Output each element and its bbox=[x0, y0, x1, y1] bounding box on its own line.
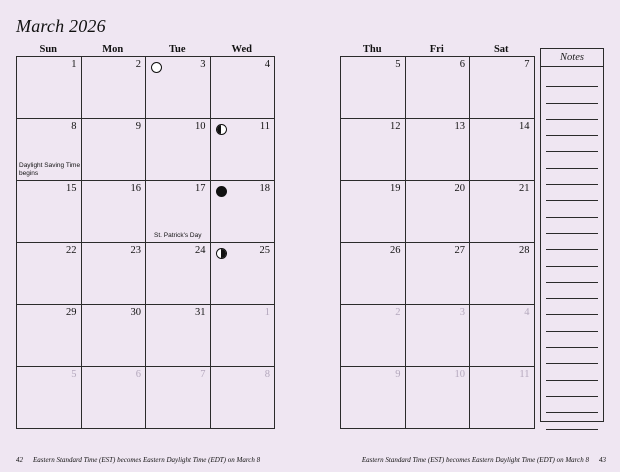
day-number: 7 bbox=[200, 369, 206, 380]
calendar-day-cell[interactable] bbox=[211, 367, 276, 429]
calendar-day-cell[interactable] bbox=[82, 243, 147, 305]
day-number: 15 bbox=[66, 183, 77, 194]
notes-line[interactable] bbox=[546, 315, 598, 331]
day-number: 3 bbox=[459, 307, 465, 318]
calendar-right-half bbox=[340, 40, 535, 429]
day-number: 27 bbox=[454, 245, 465, 256]
day-number: 19 bbox=[390, 183, 401, 194]
day-number: 2 bbox=[395, 307, 401, 318]
calendar-day-cell[interactable] bbox=[82, 119, 147, 181]
day-number: 1 bbox=[264, 307, 270, 318]
weekday-label-mon: Mon bbox=[102, 44, 124, 55]
day-number: 10 bbox=[454, 369, 465, 380]
day-number: 9 bbox=[135, 121, 141, 132]
day-number: 20 bbox=[454, 183, 465, 194]
calendar-day-cell[interactable] bbox=[470, 119, 535, 181]
calendar-day-cell[interactable] bbox=[406, 367, 471, 429]
page-number-left: 42 bbox=[16, 456, 23, 464]
weekday-header-left bbox=[16, 40, 275, 56]
notes-line[interactable] bbox=[546, 71, 598, 87]
notes-line[interactable] bbox=[546, 283, 598, 299]
calendar-day-cell[interactable] bbox=[17, 367, 82, 429]
page-number-right: 43 bbox=[599, 456, 606, 464]
day-number: 18 bbox=[259, 183, 270, 194]
weekday-label-sun: Sun bbox=[39, 44, 58, 55]
notes-line[interactable] bbox=[546, 381, 598, 397]
calendar-day-cell[interactable] bbox=[341, 367, 406, 429]
notes-line[interactable] bbox=[546, 136, 598, 152]
day-number: 22 bbox=[66, 245, 77, 256]
calendar-day-cell[interactable] bbox=[470, 243, 535, 305]
notes-line[interactable] bbox=[546, 397, 598, 413]
day-number: 2 bbox=[135, 59, 141, 70]
calendar-day-cell[interactable] bbox=[17, 181, 82, 243]
day-number: 3 bbox=[200, 59, 206, 70]
notes-line[interactable] bbox=[546, 267, 598, 283]
calendar-day-cell[interactable] bbox=[146, 181, 211, 243]
calendar-day-cell[interactable] bbox=[211, 57, 276, 119]
footer-left bbox=[16, 456, 260, 464]
notes-panel[interactable] bbox=[540, 48, 604, 422]
weekday-label-sat: Sat bbox=[493, 44, 509, 55]
calendar-day-cell[interactable] bbox=[146, 119, 211, 181]
calendar-day-cell[interactable] bbox=[406, 243, 471, 305]
calendar-left-half bbox=[16, 40, 275, 429]
day-number: 10 bbox=[195, 121, 206, 132]
calendar-week-row bbox=[341, 305, 535, 367]
calendar-week-row bbox=[17, 367, 275, 429]
calendar-day-cell[interactable] bbox=[146, 367, 211, 429]
calendar-day-cell[interactable] bbox=[82, 181, 147, 243]
day-event-label: St. Patrick's Day bbox=[154, 232, 202, 239]
calendar-day-cell[interactable] bbox=[341, 305, 406, 367]
calendar-week-row bbox=[341, 57, 535, 119]
weekday-label-thu: Thu bbox=[362, 44, 382, 55]
day-number: 17 bbox=[195, 183, 206, 194]
calendar-week-row bbox=[341, 119, 535, 181]
notes-line[interactable] bbox=[546, 299, 598, 315]
calendar-day-cell[interactable] bbox=[406, 119, 471, 181]
calendar-week-row bbox=[17, 181, 275, 243]
day-number: 9 bbox=[395, 369, 401, 380]
notes-line[interactable] bbox=[546, 152, 598, 168]
moon-phase-new-icon bbox=[151, 62, 162, 73]
weekday-label-fri: Fri bbox=[429, 44, 444, 55]
day-number: 8 bbox=[71, 121, 77, 132]
calendar-day-cell[interactable] bbox=[146, 305, 211, 367]
notes-line[interactable] bbox=[546, 218, 598, 234]
notes-line[interactable] bbox=[546, 250, 598, 266]
notes-heading: Notes bbox=[540, 48, 604, 66]
calendar-week-row bbox=[17, 119, 275, 181]
day-number: 13 bbox=[454, 121, 465, 132]
day-number: 31 bbox=[195, 307, 206, 318]
calendar-day-cell[interactable] bbox=[82, 367, 147, 429]
notes-line[interactable] bbox=[546, 104, 598, 120]
calendar-week-row bbox=[341, 243, 535, 305]
notes-line[interactable] bbox=[546, 201, 598, 217]
calendar-day-cell[interactable] bbox=[211, 305, 276, 367]
page-title: March 2026 bbox=[16, 16, 106, 36]
calendar-day-cell[interactable] bbox=[470, 181, 535, 243]
footer-right bbox=[362, 456, 606, 464]
day-number: 29 bbox=[66, 307, 77, 318]
day-number: 5 bbox=[71, 369, 77, 380]
notes-line[interactable] bbox=[546, 348, 598, 364]
calendar-day-cell[interactable] bbox=[341, 57, 406, 119]
notes-line[interactable] bbox=[546, 234, 598, 250]
calendar-day-cell[interactable] bbox=[146, 243, 211, 305]
moon-phase-full-icon bbox=[216, 186, 227, 197]
notes-line[interactable] bbox=[546, 332, 598, 348]
calendar-week-row bbox=[341, 367, 535, 429]
calendar-day-cell[interactable] bbox=[341, 119, 406, 181]
calendar-day-cell[interactable] bbox=[211, 181, 276, 243]
day-number: 14 bbox=[519, 121, 530, 132]
day-number: 4 bbox=[264, 59, 270, 70]
calendar-day-cell[interactable] bbox=[17, 305, 82, 367]
day-number: 11 bbox=[259, 121, 270, 132]
day-number: 21 bbox=[519, 183, 530, 194]
notes-line[interactable] bbox=[546, 364, 598, 380]
moon-phase-first-icon bbox=[216, 248, 227, 259]
notes-line[interactable] bbox=[546, 87, 598, 103]
calendar-day-cell[interactable] bbox=[17, 119, 82, 181]
notes-line[interactable] bbox=[546, 169, 598, 185]
calendar-day-cell[interactable] bbox=[341, 181, 406, 243]
day-number: 24 bbox=[195, 245, 206, 256]
day-number: 28 bbox=[519, 245, 530, 256]
day-number: 16 bbox=[130, 183, 141, 194]
day-number: 1 bbox=[71, 59, 77, 70]
calendar-week-row bbox=[341, 181, 535, 243]
calendar-day-cell[interactable] bbox=[211, 243, 276, 305]
day-number: 6 bbox=[135, 369, 141, 380]
notes-line[interactable] bbox=[546, 430, 598, 445]
notes-line[interactable] bbox=[546, 413, 598, 429]
weekday-label-tue: Tue bbox=[168, 44, 186, 55]
calendar-day-cell[interactable] bbox=[17, 243, 82, 305]
calendar-day-cell[interactable] bbox=[211, 119, 276, 181]
calendar-week-row bbox=[17, 305, 275, 367]
calendar-day-cell[interactable] bbox=[470, 367, 535, 429]
calendar-day-cell[interactable] bbox=[406, 181, 471, 243]
calendar-day-cell[interactable] bbox=[406, 305, 471, 367]
calendar-day-cell[interactable] bbox=[146, 57, 211, 119]
day-number: 30 bbox=[130, 307, 141, 318]
day-number: 5 bbox=[395, 59, 401, 70]
day-number: 4 bbox=[524, 307, 530, 318]
day-number: 23 bbox=[130, 245, 141, 256]
calendar-week-row bbox=[17, 57, 275, 119]
calendar-week-row bbox=[17, 243, 275, 305]
calendar-day-cell[interactable] bbox=[17, 57, 82, 119]
calendar-day-cell[interactable] bbox=[341, 243, 406, 305]
day-number: 25 bbox=[259, 245, 270, 256]
day-number: 8 bbox=[264, 369, 270, 380]
calendar-grid-left bbox=[16, 56, 275, 429]
footnote-right: Eastern Standard Time (EST) becomes Eastern Daylight Time (EDT) on March 8 bbox=[361, 456, 589, 464]
calendar-day-cell[interactable] bbox=[470, 305, 535, 367]
notes-lines[interactable] bbox=[540, 66, 604, 422]
calendar-day-cell[interactable] bbox=[82, 305, 147, 367]
day-number: 12 bbox=[390, 121, 401, 132]
notes-line[interactable] bbox=[546, 120, 598, 136]
weekday-label-wed: Wed bbox=[231, 44, 252, 55]
notes-line[interactable] bbox=[546, 185, 598, 201]
day-number: 6 bbox=[459, 59, 465, 70]
moon-phase-last-icon bbox=[216, 124, 227, 135]
footnote-left: Eastern Standard Time (EST) becomes Eastern Daylight Time (EDT) on March 8 bbox=[33, 456, 261, 464]
calendar-grid-right bbox=[340, 56, 535, 429]
day-event-label: Daylight Saving Time begins bbox=[19, 162, 81, 177]
calendar-day-cell[interactable] bbox=[406, 57, 471, 119]
weekday-header-right bbox=[340, 40, 535, 56]
calendar-day-cell[interactable] bbox=[470, 57, 535, 119]
day-number: 7 bbox=[524, 59, 530, 70]
day-number: 11 bbox=[519, 369, 530, 380]
day-number: 26 bbox=[390, 245, 401, 256]
calendar-day-cell[interactable] bbox=[82, 57, 147, 119]
